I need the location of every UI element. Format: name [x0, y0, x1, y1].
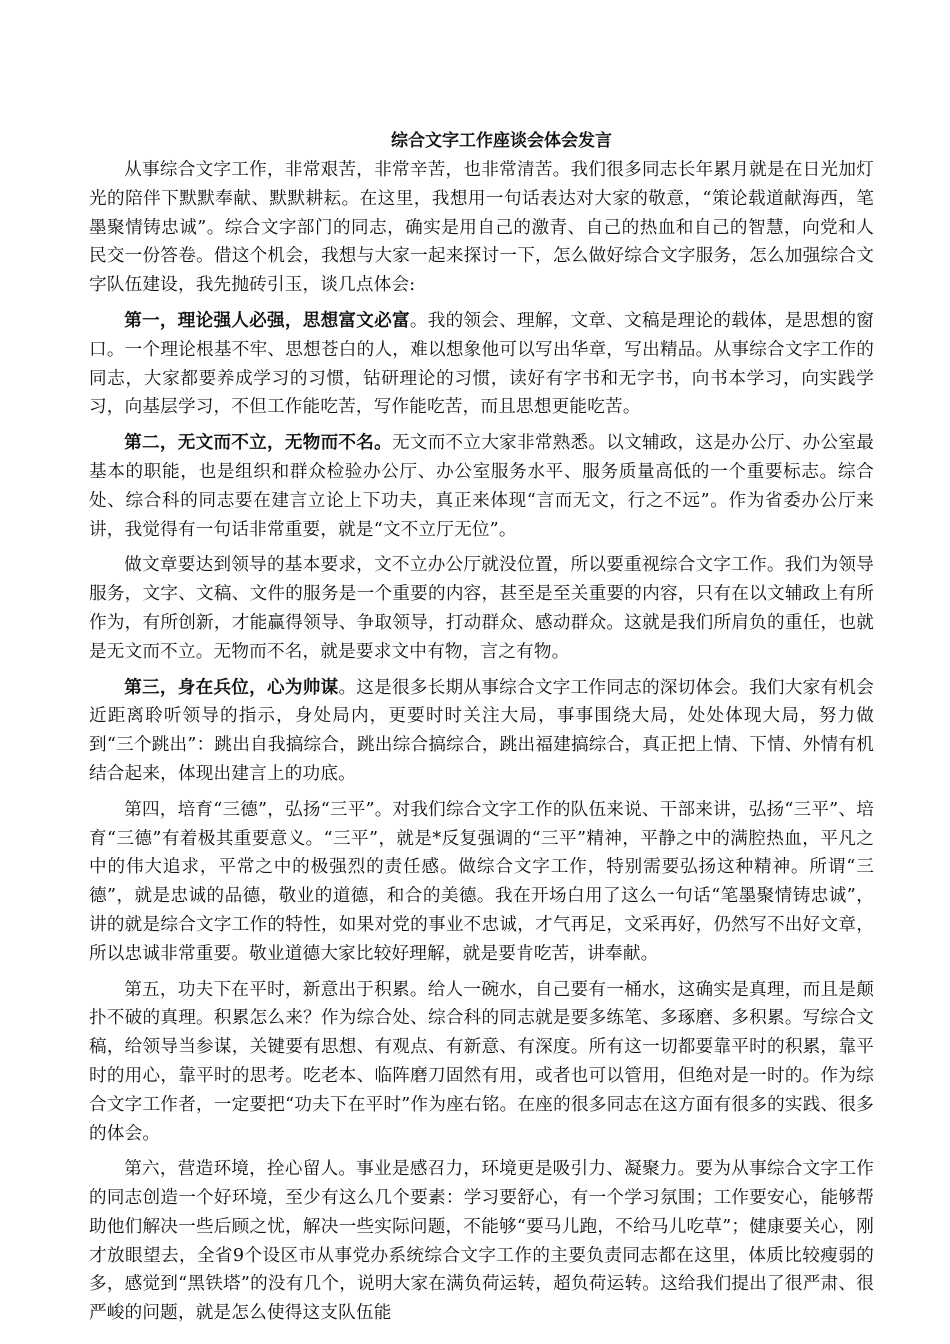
- paragraph-intro: [89, 156, 874, 300]
- paragraph-text: 第五，功夫下在平时，新意出于积累。给人一碗水，自己要有一桶水，这确实是真理，而且是颠扑不破的真理。积累怎么来？作为综合处、综合科的同志就是要多练笔、多琢磨、多积累。写综合文稿，给领导当参谋，关键要有思想、有观点、有新意、有深度。所有这一切都要靠平时的积累，靠平时的用心，靠平时的思考。吃老本、临阵磨刀固然有用，或者也可以管用，但绝对是一时的。作为综合文字工作者，一定要把“功夫下在平时”作为座右铭。在座的很多同志在这方面有很多的实践、很多的体会。: [89, 979, 874, 1144]
- paragraph-lead: 第三，身在兵位，心为帅谋: [124, 676, 339, 698]
- document-title: 综合文字工作座谈会体会发言: [391, 131, 612, 151]
- paragraph-text: 。我的领会、理解，文章、文稿是理论的载体，是思想的窗口。一个理论根基不牢、思想苍白的人，难以想象他可以写出华章，写出精品。从事综合文字工作的同志，大家都要养成学习的习惯，钻研理论的习惯，读好有字书和无字书，向书本学习，向实践学习，向基层学习，不但工作能吃苦，写作能吃苦，而且思想更能吃苦。: [89, 310, 875, 418]
- paragraph-point-2: [89, 429, 874, 544]
- paragraph-text: 。这是很多长期从事综合文字工作同志的深切体会。我们大家有机会近距离聆听领导的指示，身处局内，更要时时关注大局，事事围绕大局，处处体现大局，努力做到“三个跳出”：跳出自我搞综合，跳出综合搞综合，跳出福建搞综合，真正把上情、下情、外情有机结合起来，体现出建言上的功底。: [89, 677, 874, 784]
- paragraph-point-2-continued: [89, 551, 874, 666]
- paragraph-point-5: [89, 976, 874, 1149]
- paragraph-text: 无文而不立大家非常熟悉。以文辅政，这是办公厅、办公室最基本的职能，也是组织和群众检验办公厅、办公室服务水平、服务质量高低的一个重要标志。综合处、综合科的同志要在建言立论上下功夫，真正来体现“言而无文，行之不远”。作为省委办公厅来讲，我觉得有一句话非常重要，就是“文不立厅无位”。: [89, 433, 874, 540]
- paragraph-point-4: [89, 796, 874, 969]
- paragraph-text: 做文章要达到领导的基本要求，文不立办公厅就没位置，所以要重视综合文字工作。我们为领导服务，文字、文稿、文件的服务是一个重要的内容，甚至是至关重要的内容，只有在以文辅政上有所作为，有所创新，才能赢得领导、争取领导，打动群众、感动群众。这就是我们所肩负的重任，也就是无文而不立。无物而不名，就是要求文中有物，言之有物。: [89, 555, 874, 662]
- paragraph-point-6: [89, 1155, 874, 1328]
- paragraph-lead: 第二，无文而不立，无物而不名。: [124, 432, 392, 454]
- paragraph-text: 第六，营造环境，拴心留人。事业是感召力，环境更是吸引力、凝聚力。要为从事综合文字工作的同志创造一个好环境，至少有这么几个要素：学习要舒心，有一个学习氛围；工作要安心，能够帮助他们解决一些后顾之忧，解决一些实际问题，不能够“要马儿跑，不给马儿吃草”；健康要关心，刚才放眼望去，全省9个设区市从事党办系统综合文字工作的主要负责同志都在这里，体质比较瘦弱的多，感觉到“黑铁塔”的没有几个，说明大家在满负荷运转，超负荷运转。这给我们提出了很严肃、很严峻的问题，就是怎么使得这支队伍能: [89, 1159, 874, 1324]
- paragraph-text: 第四，培育“三德”，弘扬“三平”。对我们综合文字工作的队伍来说、干部来讲，弘扬“三平”、培育“三德”有着极其重要意义。“三平”，就是*反复强调的“三平”精神，平静之中的满腔热血，平凡之中的伟大追求，平常之中的极强烈的责任感。做综合文字工作，特别需要弘扬这种精神。所谓“三德”，就是忠诚的品德，敬业的道德，和合的美德。我在开场白用了这么一句话“笔墨聚情铸忠诚”，讲的就是综合文字工作的特性，如果对党的事业不忠诚，才气再足，文采再好，仍然写不出好文章，所以忠诚非常重要。敬业道德大家比较好理解，就是要肯吃苦，讲奉献。: [89, 799, 874, 964]
- paragraph-point-3: [89, 674, 874, 789]
- document-page: [89, 126, 874, 1335]
- paragraph-text: 从事综合文字工作，非常艰苦，非常辛苦，也非常清苦。我们很多同志长年累月就是在日光加灯光的陪伴下默默奉献、默默耕耘。在这里，我想用一句话表达对大家的敬意，“策论载道献海西，笔墨聚情铸忠诚”。综合文字部门的同志，确实是用自己的激青、自己的热血和自己的智慧，向党和人民交一份答卷。借这个机会，我想与大家一起来探讨一下，怎么做好综合文字服务，怎么加强综合文字队伍建设，我先抛砖引玉，谈几点体会:: [89, 160, 874, 296]
- paragraph-point-1: [89, 307, 874, 422]
- paragraph-lead: 第一，理论强人必强，思想富文必富: [124, 309, 410, 331]
